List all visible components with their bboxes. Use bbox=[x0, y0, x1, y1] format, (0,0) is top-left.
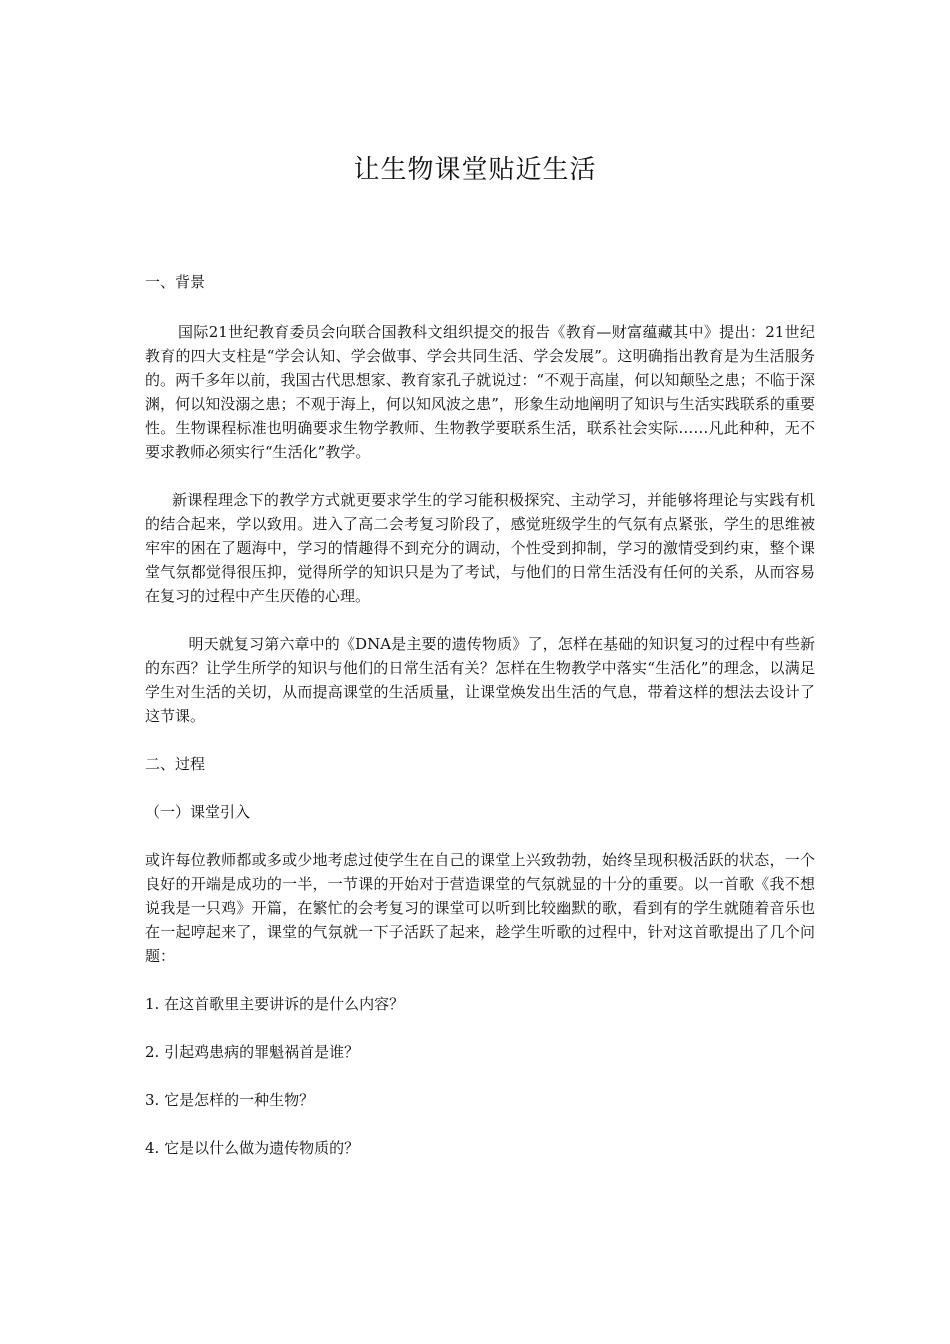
paragraph-1: 国际21世纪教育委员会向联合国教科文组织提交的报告《教育—财富蕴藏其中》提出：21世纪教育的四大支柱是“学会认知、学会做事、学会共同生活、学会发展”。这明确指出教育是为生活服务的。两千多年以前，我国古代思想家、教育家孔子就说过：“不观于高崖，何以知颠坠之患；不临于深渊，何以知没溺之患；不观于海上，何以知风波之患”，形象生动地阐明了知识与生活实践联系的重要性。生物课程标准也明确要求生物学教师、生物教学要联系生活，联系社会实际……凡此种种，无不要求教师必须实行“生活化”教学。 bbox=[145, 323, 815, 461]
section-heading-process: 二、过程 bbox=[145, 755, 206, 773]
paragraph-3: 明天就复习第六章中的《DNA是主要的遗传物质》了，怎样在基础的知识复习的过程中有些新的东西？让学生所学的知识与他们的日常生活有关？怎样在生物教学中落实“生活化”的理念，以满足学生对生活的关切，从而提高课堂的生活质量，让课堂焕发出生活的气息，带着这样的想法去设计了这节课。 bbox=[145, 635, 815, 725]
document-body bbox=[145, 270, 815, 1160]
question-4: 4. 它是以什么做为遗传物质的？ bbox=[145, 1139, 360, 1157]
question-1: 1. 在这首歌里主要讲诉的是什么内容？ bbox=[145, 995, 405, 1013]
paragraph-2: 新课程理念下的教学方式就更要求学生的学习能积极探究、主动学习，并能够将理论与实践有机的结合起来，学以致用。进入了高二会考复习阶段了，感觉班级学生的气氛有点紧张，学生的思维被牢牢的困在了题海中，学习的情趣得不到充分的调动，个性受到抑制，学习的激情受到约束，整个课堂气氛都觉得很压抑，觉得所学的知识只是为了考试，与他们的日常生活没有任何的关系，从而容易在复习的过程中产生厌倦的心理。 bbox=[145, 491, 815, 605]
paragraph-4: 或许每位教师都或多或少地考虑过使学生在自己的课堂上兴致勃勃，始终呈现积极活跃的状态，一个良好的开端是成功的一半，一节课的开始对于营造课堂的气氛就显的十分的重要。以一首歌《我不想说我是一只鸡》开篇，在繁忙的会考复习的课堂可以听到比较幽默的歌，看到有的学生就随着音乐也在一起哼起来了，课堂的气氛就一下子活跃了起来，趁学生听歌的过程中，针对这首歌提出了几个问题： bbox=[145, 851, 815, 965]
section-heading-background: 一、背景 bbox=[145, 273, 206, 291]
question-3: 3. 它是怎样的一种生物？ bbox=[145, 1091, 315, 1109]
question-2: 2. 引起鸡患病的罪魁祸首是谁？ bbox=[145, 1043, 360, 1061]
document-title: 让生物课堂贴近生活 bbox=[353, 155, 597, 185]
subsection-heading-intro: （一）课堂引入 bbox=[145, 803, 251, 821]
